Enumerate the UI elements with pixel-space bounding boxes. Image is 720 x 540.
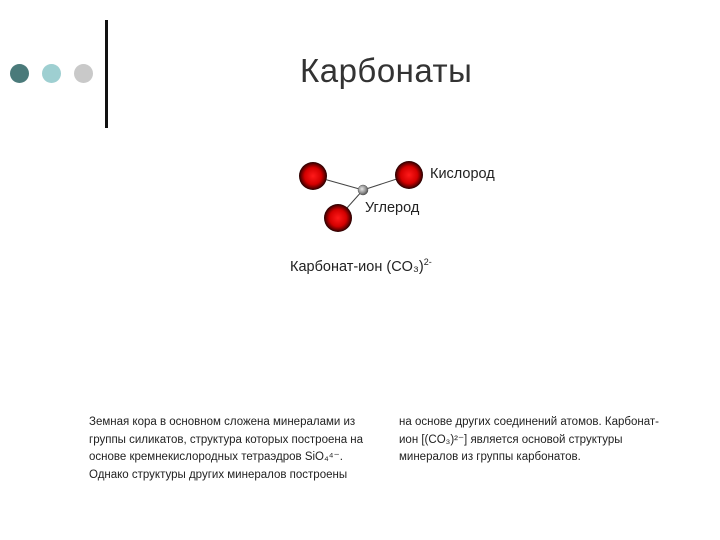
text-line: минералов из группы карбонатов. bbox=[399, 451, 581, 463]
decorative-dots bbox=[10, 64, 93, 83]
accent-vertical-line bbox=[105, 20, 108, 128]
text-line: Однако структуры других минералов построены bbox=[89, 468, 348, 481]
oxygen-label: Кислород bbox=[430, 166, 495, 182]
ion-charge: 2- bbox=[423, 257, 432, 267]
dot-gray bbox=[74, 64, 93, 83]
text-line: Земная кора в основном сложена минералами из bbox=[89, 416, 356, 428]
dot-light-teal bbox=[42, 64, 61, 83]
carbon-label: Углерод bbox=[365, 200, 420, 216]
ion-caption bbox=[290, 259, 432, 275]
body-text-column-1 bbox=[89, 414, 394, 484]
ion-caption-text: Карбонат-ион (CO₃) bbox=[290, 259, 424, 275]
carbon-atom bbox=[358, 185, 368, 195]
slide-title: Карбонаты bbox=[300, 52, 473, 89]
text-line: основе кремнекислородных тетраэдров SiO₄⁴⁻. bbox=[89, 451, 343, 463]
dot-dark bbox=[10, 64, 29, 83]
oxygen-atom-right bbox=[395, 161, 423, 189]
text-line: ион [(CO₃)²⁻] является основой структуры bbox=[399, 433, 623, 446]
oxygen-atom-left bbox=[299, 162, 327, 190]
oxygen-atom-bottom bbox=[324, 204, 352, 232]
body-text-column-2 bbox=[399, 414, 699, 467]
text-line: группы силикатов, структура которых построена на bbox=[89, 433, 364, 446]
carbonate-ion-diagram bbox=[280, 150, 540, 250]
text-line: на основе других соединений атомов. Карбонат- bbox=[399, 416, 659, 428]
